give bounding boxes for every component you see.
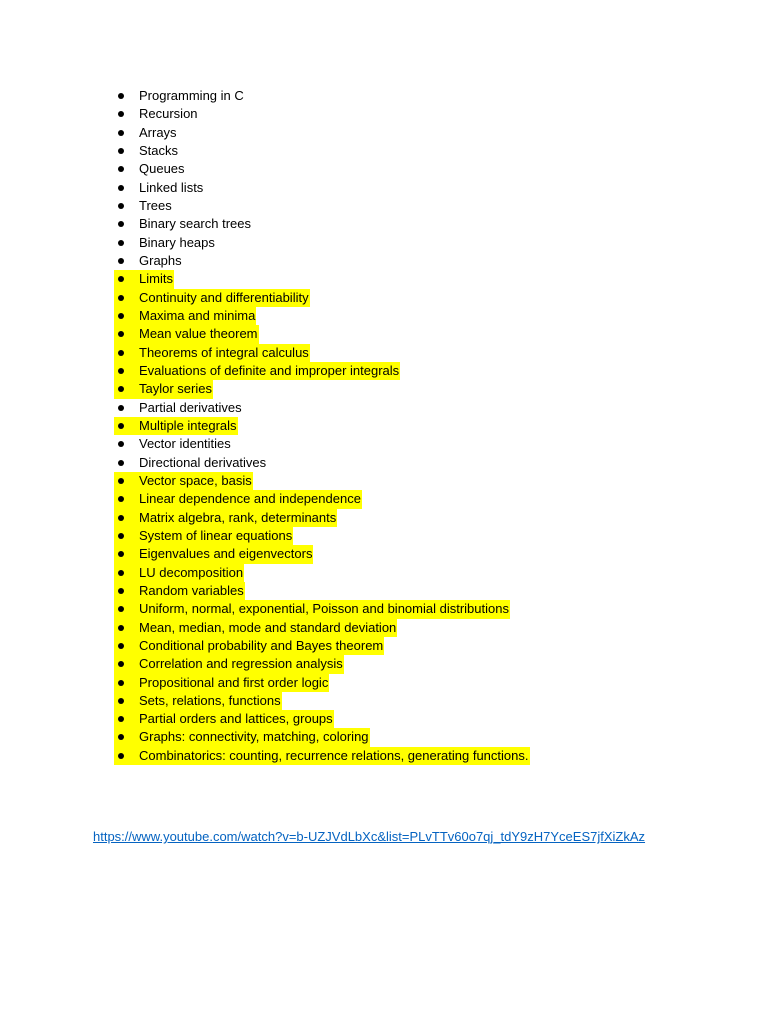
bullet-icon [114,362,139,380]
list-item-label: Evaluations of definite and improper integrals [139,362,400,380]
list-item-label: Multiple integrals [139,417,238,435]
list-item [114,179,530,197]
bullet-icon [114,472,139,490]
list-item-label: Propositional and first order logic [139,674,329,692]
list-item-label: Graphs: connectivity, matching, coloring [139,728,370,746]
bullet-icon [114,252,139,270]
list-item [114,160,530,178]
bullet-icon [114,417,139,435]
bullet-icon [114,490,139,508]
list-item-label: Partial derivatives [139,399,242,415]
list-item [114,197,530,215]
topic-list [114,87,530,765]
bullet-icon [114,344,139,362]
list-item-label: Limits [139,270,174,288]
list-item [114,619,530,637]
list-item [114,270,530,288]
list-item-label: Mean value theorem [139,325,259,343]
bullet-icon [114,637,139,655]
list-item-label: Stacks [139,142,179,158]
list-item [114,454,530,472]
list-item [114,490,530,508]
bullet-icon [114,545,139,563]
list-item [114,637,530,655]
list-item [114,234,530,252]
list-item-label: System of linear equations [139,527,293,545]
list-item [114,545,530,563]
bullet-icon [114,380,139,398]
list-item [114,105,530,123]
list-item [114,252,530,270]
list-item-label: Arrays [139,124,177,140]
list-item-label: Vector space, basis [139,472,253,490]
bullet-icon [114,197,139,215]
list-item [114,692,530,710]
list-item-label: Linked lists [139,179,204,195]
bullet-icon [114,619,139,637]
list-item-label: Correlation and regression analysis [139,655,344,673]
list-item [114,417,530,435]
list-item [114,582,530,600]
list-item [114,674,530,692]
list-item-label: Vector identities [139,436,231,452]
list-item-label: Partial orders and lattices, groups [139,710,334,728]
list-item [114,380,530,398]
bullet-icon [114,399,139,417]
bullet-icon [114,142,139,160]
bullet-icon [114,710,139,728]
bullet-icon [114,435,139,453]
list-item-label: Directional derivatives [139,454,267,470]
bullet-icon [114,87,139,105]
bullet-icon [114,179,139,197]
bullet-icon [114,325,139,343]
list-item [114,747,530,765]
bullet-icon [114,674,139,692]
list-item [114,124,530,142]
list-item [114,435,530,453]
list-item [114,307,530,325]
list-item-label: Combinatorics: counting, recurrence relations, generating functions. [139,747,530,765]
list-item [114,142,530,160]
list-item-label: Random variables [139,582,245,600]
list-item-label: Sets, relations, functions [139,692,282,710]
bullet-icon [114,234,139,252]
list-item-label: Matrix algebra, rank, determinants [139,509,337,527]
bullet-icon [114,160,139,178]
bullet-icon [114,582,139,600]
list-item-label: Conditional probability and Bayes theorem [139,637,384,655]
bullet-icon [114,289,139,307]
bullet-icon [114,747,139,765]
list-item [114,527,530,545]
list-item [114,728,530,746]
bullet-icon [114,307,139,325]
list-item-label: Eigenvalues and eigenvectors [139,545,313,563]
bullet-icon [114,124,139,142]
bullet-icon [114,454,139,472]
bullet-icon [114,692,139,710]
list-item [114,655,530,673]
list-item [114,215,530,233]
list-item-label: Linear dependence and independence [139,490,362,508]
list-item-label: Taylor series [139,380,213,398]
bullet-icon [114,105,139,123]
bullet-icon [114,215,139,233]
list-item-label: Trees [139,197,172,213]
list-item [114,564,530,582]
list-item [114,710,530,728]
bullet-icon [114,564,139,582]
list-item [114,472,530,490]
bullet-icon [114,509,139,527]
list-item-label: Maxima and minima [139,307,256,325]
list-item-label: Programming in C [139,88,244,103]
list-item [114,509,530,527]
list-item [114,600,530,618]
list-item [114,362,530,380]
bullet-icon [114,600,139,618]
list-item-label: Continuity and differentiability [139,289,310,307]
list-item [114,344,530,362]
list-item-label: Binary search trees [139,216,251,232]
list-item-label: Queues [139,161,185,177]
bullet-icon [114,270,139,288]
list-item [114,325,530,343]
list-item [114,87,530,105]
bullet-icon [114,655,139,673]
youtube-link[interactable]: https://www.youtube.com/watch?v=b-UZJVdLbXc&list=PLvTTv60o7qj_tdY9zH7YceES7jfXiZkAz [93,829,646,844]
list-item [114,289,530,307]
list-item-label: Recursion [139,106,198,122]
bullet-icon [114,728,139,746]
list-item-label: Binary heaps [139,234,215,250]
list-item-label: Graphs [139,252,182,268]
list-item-label: LU decomposition [139,564,244,582]
bullet-icon [114,527,139,545]
list-item-label: Uniform, normal, exponential, Poisson and binomial distributions [139,600,510,618]
list-item-label: Mean, median, mode and standard deviation [139,619,397,637]
list-item [114,399,530,417]
list-item-label: Theorems of integral calculus [139,344,310,362]
